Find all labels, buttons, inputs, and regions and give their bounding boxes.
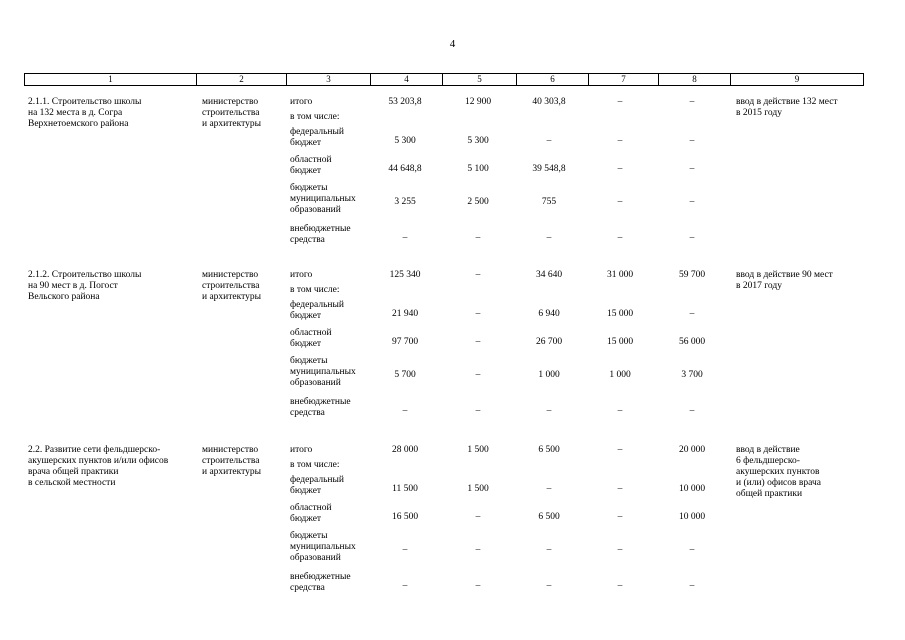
amount-cell: – [617, 232, 623, 243]
amount-cell: – [475, 336, 481, 347]
amount-cell: 10 000 [678, 511, 706, 522]
expected-result: в 2017 году [736, 281, 782, 291]
amount-cell: – [546, 483, 552, 494]
header-col-6: 6 [516, 74, 588, 85]
responsible-executor: министерство [202, 97, 259, 107]
amount-cell: 2 500 [467, 197, 489, 207]
amount-cell: – [617, 135, 623, 146]
responsible-executor: строительства [202, 456, 260, 466]
amount-cell: – [617, 163, 623, 174]
amount-cell: 39 548,8 [532, 163, 566, 174]
measure-name: на 132 места в д. Согра [28, 108, 123, 118]
header-col-1: 1 [24, 74, 196, 85]
funding-source-label: федеральный [290, 475, 344, 485]
amount-cell: 26 700 [535, 336, 563, 347]
measure-name: врача общей практики [28, 467, 119, 477]
amount-cell: – [475, 308, 481, 319]
amount-cell: 1 500 [467, 445, 489, 455]
header-col-5: 5 [442, 74, 516, 85]
amount-cell: 44 648,8 [388, 163, 422, 174]
funding-source-label: бюджеты [290, 531, 328, 541]
amount-cell: 31 000 [606, 270, 634, 280]
amount-cell: 15 000 [606, 308, 634, 319]
amount-cell: 34 640 [535, 270, 563, 280]
amount-cell: – [546, 135, 552, 146]
amount-cell: 5 300 [467, 135, 489, 146]
funding-source-label: областной [290, 503, 332, 513]
amount-cell: 40 303,8 [532, 97, 566, 107]
amount-cell: 10 000 [678, 483, 706, 494]
measure-name: 2.1.1. Строительство школы [28, 97, 142, 107]
funding-source-label: образований [290, 205, 341, 215]
funding-source-label: федеральный [290, 127, 344, 137]
amount-cell: – [689, 197, 695, 207]
funding-source-label: итого [290, 97, 313, 107]
amount-cell: – [546, 232, 552, 243]
amount-cell: 16 500 [391, 511, 419, 522]
header-col-3: 3 [286, 74, 370, 85]
amount-cell: – [546, 545, 552, 555]
amount-cell: – [689, 97, 695, 107]
amount-cell: 5 100 [467, 163, 489, 174]
funding-source-label: муниципальных [290, 194, 356, 204]
amount-cell: – [402, 545, 408, 555]
responsible-executor: министерство [202, 270, 259, 280]
amount-cell: – [475, 511, 481, 522]
funding-source-label: муниципальных [290, 367, 356, 377]
funding-source-label: в том числе: [290, 460, 340, 470]
funding-source-label: бюджеты [290, 183, 328, 193]
expected-result: в 2015 году [736, 108, 782, 118]
measure-name: 2.1.2. Строительство школы [28, 270, 142, 280]
amount-cell: 3 255 [394, 197, 416, 207]
amount-cell: 28 000 [391, 445, 419, 455]
funding-source-label: бюджет [290, 339, 322, 349]
funding-source-label: бюджеты [290, 356, 328, 366]
funding-source-label: муниципальных [290, 542, 356, 552]
funding-source-label: в том числе: [290, 112, 340, 122]
funding-source-label: средства [290, 408, 325, 418]
amount-cell: 20 000 [678, 445, 706, 455]
funding-source-label: внебюджетные [290, 224, 351, 234]
amount-cell: 59 700 [678, 270, 706, 280]
amount-cell: – [475, 580, 481, 591]
funding-source-label: областной [290, 328, 332, 338]
responsible-executor: строительства [202, 108, 260, 118]
header-col-2: 2 [196, 74, 286, 85]
amount-cell: – [402, 580, 408, 591]
amount-cell: – [689, 405, 695, 416]
amount-cell: – [689, 163, 695, 174]
responsible-executor: и архитектуры [202, 119, 262, 129]
responsible-executor: и архитектуры [202, 467, 262, 477]
expected-result: 6 фельдшерско- [736, 456, 800, 466]
amount-cell: 6 500 [538, 445, 560, 455]
funding-source-label: бюджет [290, 486, 322, 496]
funding-source-label: итого [290, 270, 313, 280]
program-table [24, 73, 864, 593]
funding-source-label: средства [290, 235, 325, 245]
amount-cell: – [617, 545, 623, 555]
funding-source-label: федеральный [290, 300, 344, 310]
amount-cell: – [689, 135, 695, 146]
measure-name: акушерских пунктов и/или офисов [28, 456, 169, 466]
amount-cell: – [402, 405, 408, 416]
amount-cell: – [617, 445, 623, 455]
amount-cell: 1 000 [538, 370, 560, 380]
amount-cell: – [617, 197, 623, 207]
table-header-row [24, 73, 864, 86]
amount-cell: – [475, 545, 481, 555]
amount-cell: 5 300 [394, 135, 416, 146]
amount-cell: 11 500 [392, 483, 418, 494]
amount-cell: – [689, 232, 695, 243]
amount-cell: – [546, 405, 552, 416]
funding-source-label: образований [290, 553, 341, 563]
amount-cell: 3 700 [681, 370, 703, 380]
amount-cell: – [402, 232, 408, 243]
funding-source-label: бюджет [290, 138, 322, 148]
amount-cell: 56 000 [678, 336, 706, 347]
amount-cell: – [475, 405, 481, 416]
page-number: 4 [449, 38, 456, 50]
funding-source-label: областной [290, 155, 332, 165]
amount-cell: – [617, 97, 623, 107]
funding-source-label: итого [290, 445, 313, 455]
header-col-7: 7 [588, 74, 658, 85]
amount-cell: 6 500 [538, 511, 560, 522]
responsible-executor: и архитектуры [202, 292, 262, 302]
amount-cell: 53 203,8 [388, 97, 422, 107]
amount-cell: – [617, 483, 623, 494]
amount-cell: – [475, 232, 481, 243]
amount-cell: 21 940 [391, 308, 419, 319]
expected-result: акушерских пунктов [736, 467, 820, 477]
funding-source-label: средства [290, 583, 325, 593]
expected-result: ввод в действие 90 мест [736, 270, 833, 280]
amount-cell: – [617, 580, 623, 591]
responsible-executor: строительства [202, 281, 260, 291]
amount-cell: – [475, 370, 481, 380]
measure-name: 2.2. Развитие сети фельдшерско- [28, 445, 161, 455]
header-col-4: 4 [370, 74, 442, 85]
funding-source-label: внебюджетные [290, 572, 351, 582]
amount-cell: 12 900 [464, 97, 492, 107]
amount-cell: 1 000 [609, 370, 631, 380]
funding-source-label: бюджет [290, 311, 322, 321]
header-col-8: 8 [658, 74, 730, 85]
header-col-9: 9 [730, 74, 864, 85]
measure-name: в сельской местности [28, 478, 116, 488]
amount-cell: – [546, 580, 552, 591]
funding-source-label: внебюджетные [290, 397, 351, 407]
amount-cell: – [689, 580, 695, 591]
funding-source-label: бюджет [290, 514, 322, 524]
expected-result: ввод в действие [736, 445, 800, 455]
amount-cell: 5 700 [394, 370, 416, 380]
funding-source-label: образований [290, 378, 341, 388]
funding-source-label: бюджет [290, 166, 322, 176]
amount-cell: 97 700 [391, 336, 419, 347]
amount-cell: 6 940 [538, 308, 560, 319]
expected-result: ввод в действие 132 мест [736, 97, 838, 107]
measure-name: Верхнетоемского района [28, 119, 129, 129]
measure-name: на 90 мест в д. Погост [28, 281, 118, 291]
amount-cell: 755 [541, 197, 557, 207]
measure-name: Вельского района [28, 292, 100, 302]
responsible-executor: министерство [202, 445, 259, 455]
amount-cell: 125 340 [389, 270, 421, 280]
amount-cell: – [689, 545, 695, 555]
amount-cell: – [617, 511, 623, 522]
amount-cell: 1 500 [467, 483, 489, 494]
amount-cell: – [475, 270, 481, 280]
expected-result: общей практики [736, 489, 803, 499]
expected-result: и (или) офисов врача [736, 478, 821, 488]
amount-cell: – [617, 405, 623, 416]
funding-source-label: в том числе: [290, 285, 340, 295]
amount-cell: 15 000 [606, 336, 634, 347]
amount-cell: – [689, 308, 695, 319]
